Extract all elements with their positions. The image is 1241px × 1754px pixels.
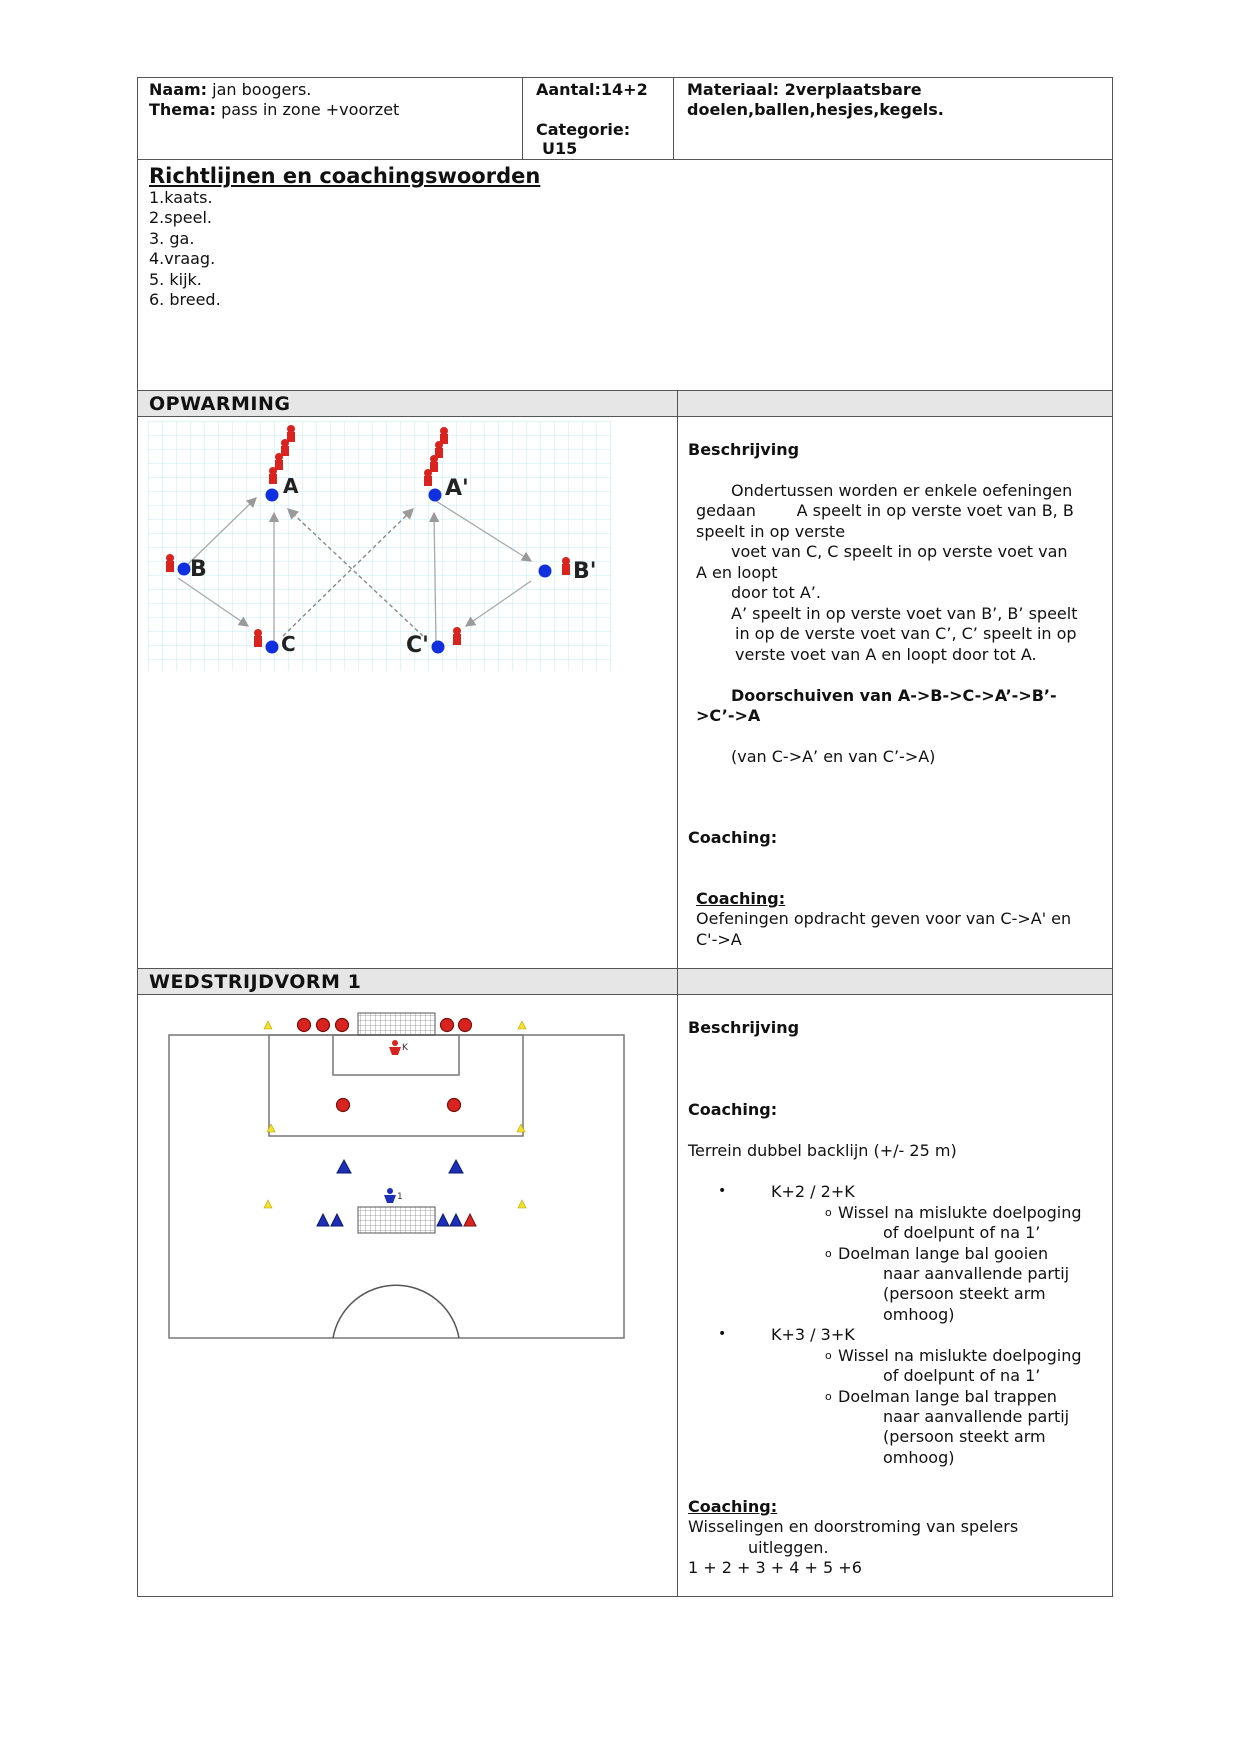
player-c xyxy=(254,629,262,647)
player-b-prime xyxy=(562,557,570,575)
keeper-bottom xyxy=(384,1188,403,1203)
label-b-prime: B' xyxy=(573,559,597,584)
categorie-value: U15 xyxy=(542,139,578,158)
doorschuiven-line2: >C’->A xyxy=(696,706,761,725)
label-c: C xyxy=(281,632,296,656)
guideline-item: 6. breed. xyxy=(149,290,221,309)
label-c-prime: C' xyxy=(406,633,429,658)
bullet-dot: • xyxy=(718,1183,727,1199)
ball-b-prime xyxy=(539,565,552,578)
warmup-coaching2-line1: Oefeningen opdracht geven voor van C->A' en xyxy=(696,909,1072,928)
materiaal-line2: doelen,ballen,hesjes,kegels. xyxy=(687,100,944,119)
categorie-label: Categorie: xyxy=(536,120,631,139)
group1-title: K+2 / 2+K xyxy=(771,1182,855,1201)
desc-line: speelt in op verste xyxy=(696,522,846,541)
group1-sub1-line: Wissel na mislukte doelpoging xyxy=(838,1203,1082,1222)
warmup-coaching-label: Coaching: xyxy=(688,828,778,847)
terrein-text: Terrein dubbel backlijn (+/- 25 m) xyxy=(688,1141,957,1160)
group1-sub2-line: Doelman lange bal gooien xyxy=(838,1244,1049,1263)
label-a: A xyxy=(283,474,299,498)
aantal-text: Aantal:14+2 xyxy=(536,80,648,99)
desc-line: verste voet van A en loopt door tot A. xyxy=(735,645,1037,664)
desc-line: gedaan A speelt in op verste voet van B, B xyxy=(696,501,1074,520)
desc-line: A en loopt xyxy=(696,563,778,582)
guideline-item: 4.vraag. xyxy=(149,249,216,268)
bullet-dot: • xyxy=(718,1326,727,1342)
keeper-top xyxy=(389,1040,409,1055)
group1-sub2-line: naar aanvallende partij xyxy=(883,1264,1070,1283)
match-beschrijving-label: Beschrijving xyxy=(688,1018,800,1037)
group2-sub1-line: of doelpunt of na 1’ xyxy=(883,1366,1041,1385)
match-coaching2-label: Coaching: xyxy=(688,1497,778,1516)
player-b xyxy=(166,554,174,572)
doorschuiven-line1: Doorschuiven van A->B->C->A’->B’- xyxy=(731,686,1057,705)
label-a-prime: A' xyxy=(445,476,469,501)
thema-line xyxy=(149,100,399,121)
desc-line: in op de verste voet van C’, C’ speelt in op xyxy=(735,624,1077,643)
naam-label: Naam: xyxy=(149,80,208,99)
match-diagram xyxy=(160,1005,640,1350)
player-c-prime xyxy=(453,627,461,645)
group2-sub2-line: omhoog) xyxy=(883,1448,955,1467)
label-b: B xyxy=(190,557,207,582)
warmup-grid xyxy=(148,421,611,671)
ball-b xyxy=(178,563,191,576)
warmup-diagram xyxy=(148,421,611,671)
guidelines-title: Richtlijnen en coachingswoorden xyxy=(149,164,541,188)
sub-bullet: o xyxy=(825,1390,832,1403)
group1-sub1-line: of doelpunt of na 1’ xyxy=(883,1223,1041,1242)
sub-bullet: o xyxy=(825,1247,832,1260)
desc-line: door tot A’. xyxy=(731,583,821,602)
guideline-item: 3. ga. xyxy=(149,229,195,248)
thema-value: pass in zone +voorzet xyxy=(221,100,400,119)
group2-sub2-line: (persoon steekt arm xyxy=(883,1427,1046,1446)
warmup-header-bar-right xyxy=(677,390,1113,417)
desc-line: Ondertussen worden er enkele oefeningen xyxy=(731,481,1073,500)
thema-label: Thema: xyxy=(149,100,217,119)
field-outline xyxy=(169,1035,624,1338)
materiaal-line1: Materiaal: 2verplaatsbare xyxy=(687,80,922,99)
top-goal xyxy=(358,1013,435,1035)
centre-arc xyxy=(333,1285,459,1338)
sub-bullet: o xyxy=(825,1206,832,1219)
keeper-label: K xyxy=(402,1043,408,1053)
warmup-coaching2-line2: C'->A xyxy=(696,930,742,949)
desc-line: A’ speelt in op verste voet van B’, B’ speelt xyxy=(731,604,1078,623)
keeper-number: 1 xyxy=(397,1192,403,1202)
group1-sub2-line: (persoon steekt arm xyxy=(883,1284,1046,1303)
van-line: (van C->A’ en van C’->A) xyxy=(731,747,936,766)
match-coaching2-line3: 1 + 2 + 3 + 4 + 5 +6 xyxy=(688,1558,862,1577)
match-coaching-label: Coaching: xyxy=(688,1100,778,1119)
warmup-coaching2-label: Coaching: xyxy=(696,889,786,908)
ball-c xyxy=(266,641,279,654)
group2-sub2-line: Doelman lange bal trappen xyxy=(838,1387,1057,1406)
guidelines-cell xyxy=(137,159,1113,391)
match-coaching2-line1: Wisselingen en doorstroming van spelers xyxy=(688,1517,1019,1536)
match-header-bar-right xyxy=(677,968,1113,995)
group2-sub1-line: Wissel na mislukte doelpoging xyxy=(838,1346,1082,1365)
red-triangle-player xyxy=(464,1214,476,1226)
group2-title: K+3 / 3+K xyxy=(771,1325,855,1344)
group2-sub2-line: naar aanvallende partij xyxy=(883,1407,1070,1426)
guideline-item: 1.kaats. xyxy=(149,188,213,207)
warmup-beschrijving-label: Beschrijving xyxy=(688,440,800,459)
ball-c-prime xyxy=(432,641,445,654)
warmup-title: OPWARMING xyxy=(149,393,291,415)
guideline-item: 2.speel. xyxy=(149,208,212,227)
group1-sub2-line: omhoog) xyxy=(883,1305,955,1324)
sub-bullet: o xyxy=(825,1349,832,1362)
guideline-item: 5. kijk. xyxy=(149,270,202,289)
bottom-goal xyxy=(358,1207,435,1233)
ball-a-prime xyxy=(429,489,442,502)
match-title: WEDSTRIJDVORM 1 xyxy=(149,971,362,993)
match-coaching2-line2: uitleggen. xyxy=(748,1538,829,1557)
ball-a xyxy=(266,489,279,502)
naam-line xyxy=(149,80,311,101)
naam-value: jan boogers. xyxy=(212,80,312,99)
desc-line: voet van C, C speelt in op verste voet van xyxy=(731,542,1068,561)
